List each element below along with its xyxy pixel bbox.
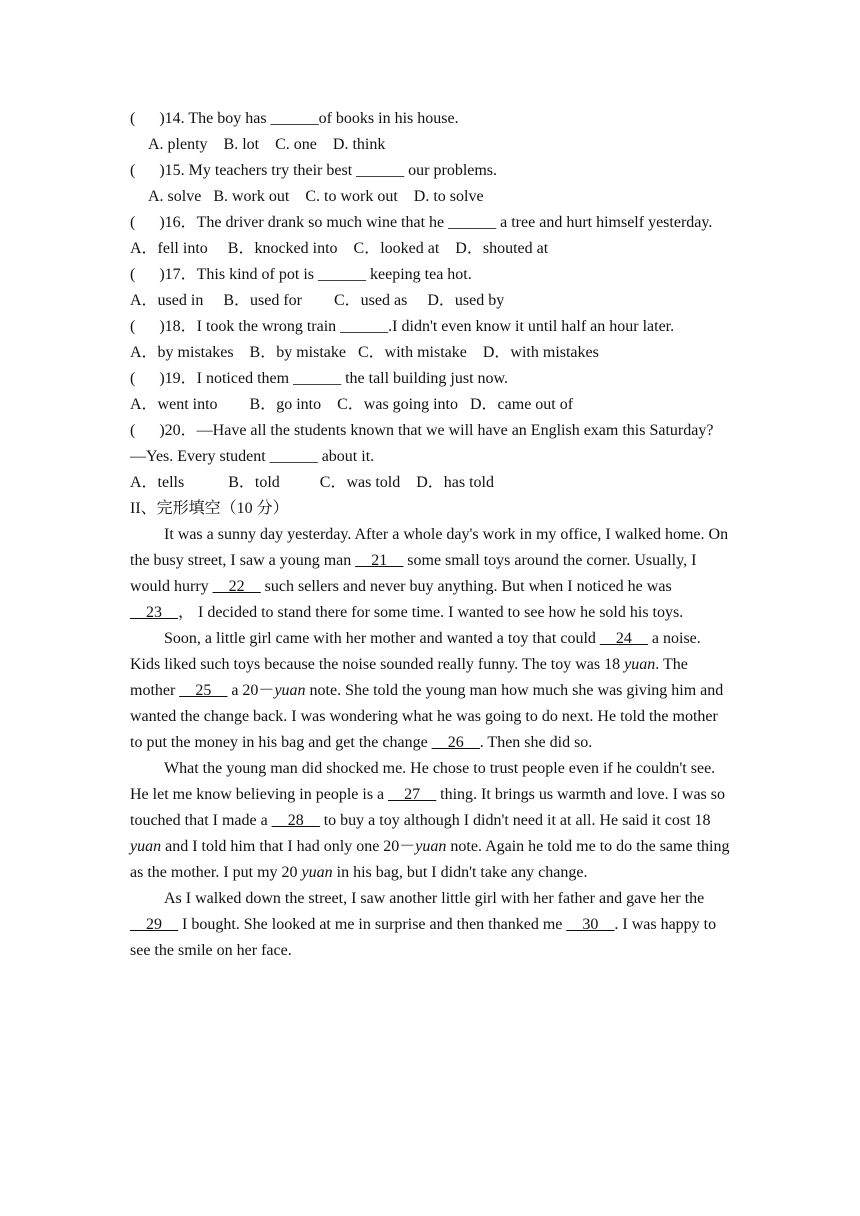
question-18-options: A．by mistakes B．by mistake C．with mistake D．with mistakes (130, 344, 599, 361)
text: . Then she did so. (479, 734, 593, 751)
text: to buy a toy although I didn't need it at all. He said it cost 18 (319, 812, 711, 829)
passage-paragraph-1 (130, 522, 730, 626)
text: I bought. She looked at me in surprise and then thanked me (178, 916, 567, 933)
question-20-reply: —Yes. Every student ______ about it. (130, 448, 375, 465)
yuan-word: yuan (301, 864, 333, 881)
question-20-stem: ( )20．—Have all the students known that we will have an English exam this Saturday? (130, 422, 714, 439)
question-20-options: A．tells B．told C．was told D．has told (130, 474, 495, 491)
blank-29: __29__ (130, 916, 178, 933)
question-14-stem: ( )14. The boy has ______of books in his house. (130, 110, 459, 127)
blank-30: __30__ (566, 916, 615, 933)
text: a noise. Kids liked such toys because the noise sounded really funny. The toy was 18 (130, 630, 701, 673)
text: a 20－ (227, 682, 275, 699)
blank-28: __28__ (271, 812, 320, 829)
passage-paragraph-3 (130, 756, 730, 886)
text: in his bag, but I didn't take any change. (332, 864, 588, 881)
text: thing. It brings us warmth and love. I was so touched that I made a (130, 786, 726, 829)
text: note. She told the young man how much she was giving him and wanted the change back. I was wondering what he was going to do next. He told the mother to put the money in his bag and get the change (130, 682, 724, 751)
yuan-word: yuan (274, 682, 306, 699)
text: It was a sunny day yesterday. After a whole day's work in my office, I walked home. On the busy street, I saw a young man (130, 526, 729, 569)
text: and I told him that I had only one 20－ (161, 838, 416, 855)
passage-paragraph-2 (130, 626, 730, 756)
question-16-stem: ( )16．The driver drank so much wine that he ______ a tree and hurt himself yesterday. (130, 214, 713, 231)
question-18-stem: ( )18．I took the wrong train ______.I didn't even know it until half an hour later. (130, 318, 675, 335)
blank-26: __26__ (431, 734, 480, 751)
text: ， I decided to stand there for some time. I wanted to see how he sold his toys. (178, 604, 684, 621)
text: such sellers and never buy anything. But when I noticed he was (260, 578, 672, 595)
yuan-word: yuan (130, 838, 162, 855)
yuan-word: yuan (415, 838, 447, 855)
section-title: II、完形填空（10 分） (130, 500, 289, 517)
text: . I was happy to see the smile on her face. (130, 916, 717, 959)
text: What the young man did shocked me. He chose to trust people even if he couldn't see. He let me know believing in people is a (130, 760, 716, 803)
blank-27: __27__ (388, 786, 437, 803)
text: Soon, a little girl came with her mother and wanted a toy that could (164, 630, 600, 647)
blank-25: __25__ (179, 682, 228, 699)
question-19-options: A．went into B．go into C．was going into D．came out of (130, 396, 574, 413)
question-15-stem: ( )15. My teachers try their best ______ our problems. (130, 162, 498, 179)
question-17-stem: ( )17．This kind of pot is ______ keeping tea hot. (130, 266, 472, 283)
question-15-options: A. solve B. work out C. to work out D. to solve (148, 188, 484, 205)
blank-23: __23__ (130, 604, 178, 621)
yuan-word: yuan (624, 656, 656, 673)
question-14-options: A. plenty B. lot C. one D. think (148, 136, 386, 153)
question-17-options: A．used in B．used for C．used as D．used by (130, 292, 505, 309)
text: As I walked down the street, I saw another little girl with her father and gave her the (164, 890, 705, 907)
document-page (130, 106, 730, 964)
blank-21: __21__ (355, 552, 404, 569)
text: note. Again he told me to do the same thing as the mother. I put my 20 (130, 838, 730, 881)
passage-paragraph-4 (130, 886, 730, 964)
blank-22: __22__ (212, 578, 261, 595)
question-19-stem: ( )19．I noticed them ______ the tall building just now. (130, 370, 509, 387)
question-16-options: A．fell into B．knocked into C．looked at D．shouted at (130, 240, 549, 257)
text: . The mother (130, 656, 688, 699)
text: some small toys around the corner. Usually, I would hurry (130, 552, 697, 595)
blank-24: __24__ (599, 630, 648, 647)
